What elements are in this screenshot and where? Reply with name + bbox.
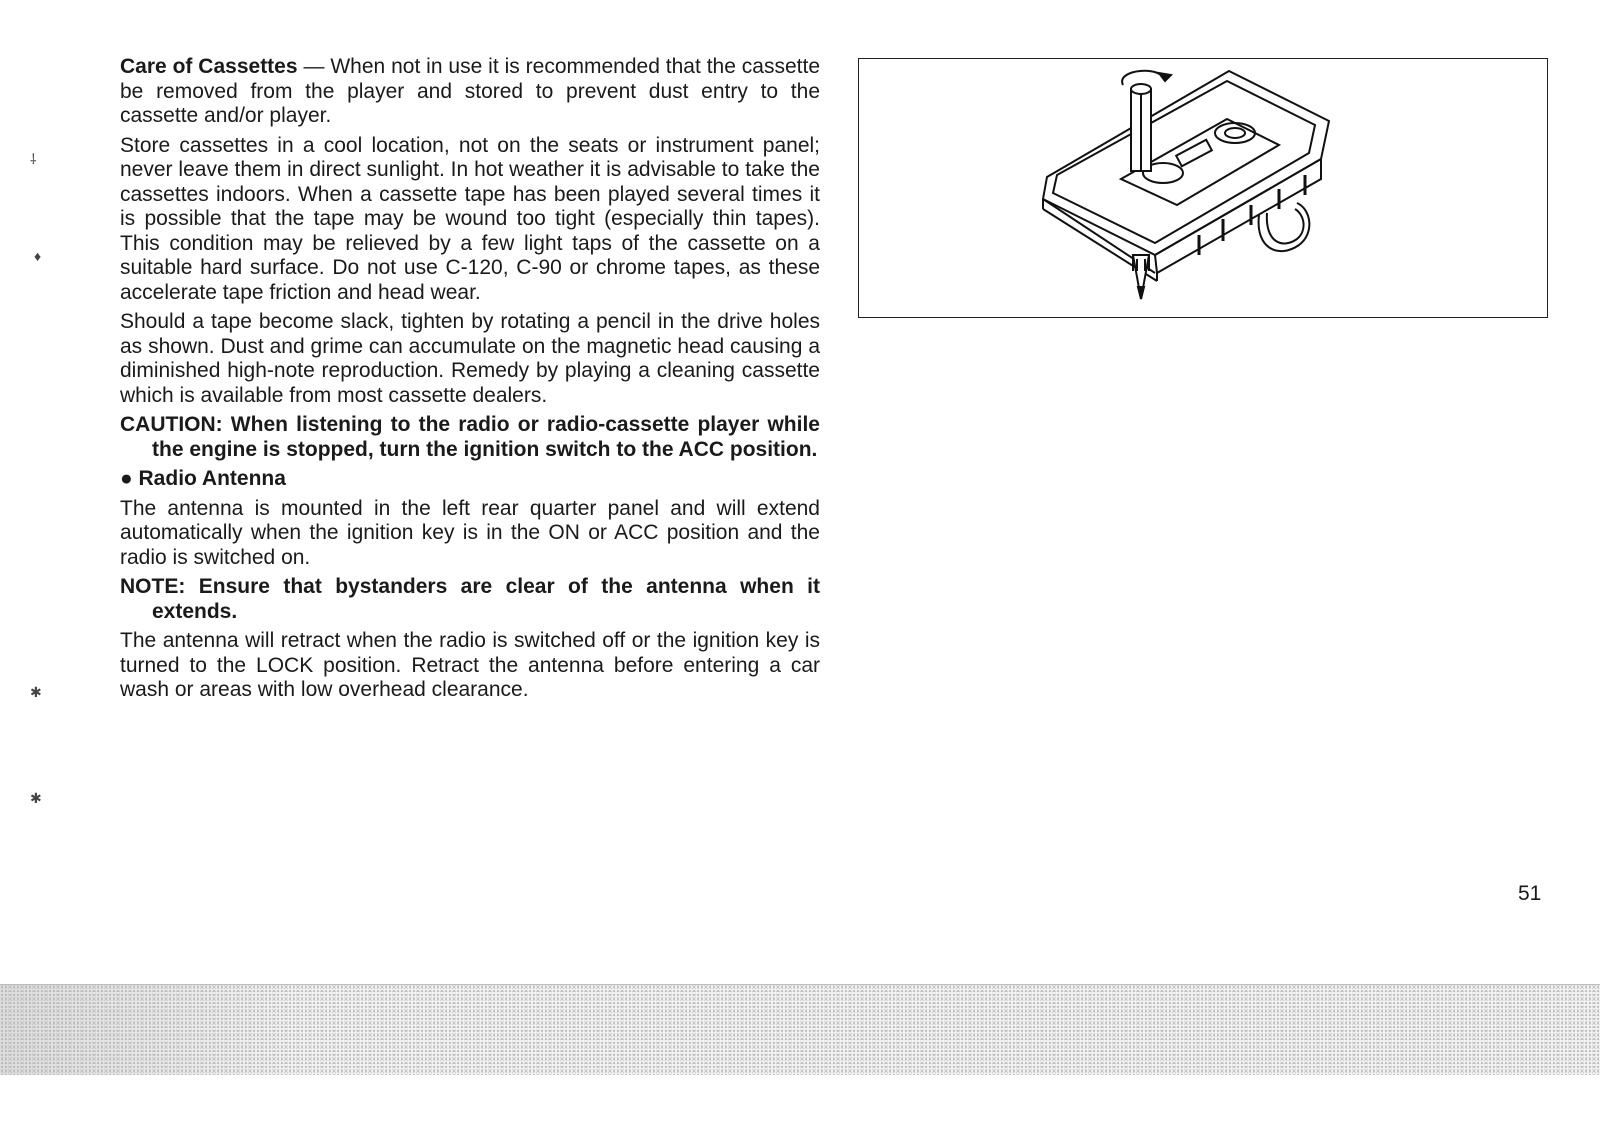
text-column — [120, 55, 820, 708]
care-paragraph-2: Store cassettes in a cool location, not on the seats or instrument panel; never leave them in direct sunlight. In hot weather it is advisable to take the cassettes indoors. When a cassette tape has been played several times it is possible that the tape may be wound too tight (especially thin tapes). This condition may be relieved by a few light taps of the cassette on a suitable hard surface. Do not use C-120, C-90 or chrome tapes, as these accelerate tape friction and head wear. — [120, 133, 820, 304]
footer-fade — [0, 985, 300, 1075]
margin-mark: ✱ — [30, 790, 42, 806]
page-number: 51 — [1518, 882, 1542, 905]
margin-mark: ⸸ — [30, 151, 37, 167]
care-paragraph-3: Should a tape become slack, tighten by rotating a pencil in the drive holes as shown. Dust and grime can accumulate on the magnetic head causing a diminished high-note reproduction. Remedy by playing a cleaning cassette which is available from most cassette dealers. — [120, 310, 820, 407]
cassette-illustration — [858, 58, 1548, 318]
care-heading: Care of Cassettes — [120, 55, 298, 78]
antenna-paragraph-2: The antenna will retract when the radio is switched off or the ignition key is turned to the LOCK position. Retract the antenna before entering a car wash or areas with low overhead clearance. — [120, 629, 820, 701]
margin-mark: ♦ — [34, 248, 42, 264]
antenna-heading: ● Radio Antenna — [120, 467, 286, 490]
footer-band — [0, 984, 1600, 1075]
antenna-paragraph-1: The antenna is mounted in the left rear quarter panel and will extend automatically when the ignition key is in the ON or ACC position and the radio is switched on. — [120, 496, 820, 569]
care-intro: — When not in use it is recommended that the cassette be removed from the player and stored to prevent dust entry to the cassette and/or player. — [120, 55, 820, 127]
care-paragraph-1 — [120, 55, 820, 129]
note-text: NOTE: Ensure that bystanders are clear of the antenna when it extends. — [120, 575, 820, 623]
caution-text: CAUTION: When listening to the radio or radio-cassette player while the engine is stopped, turn the ignition switch to the ACC position. — [120, 413, 820, 461]
cassette-pencil-drawing — [859, 59, 1547, 317]
margin-mark: ✱ — [30, 684, 42, 700]
